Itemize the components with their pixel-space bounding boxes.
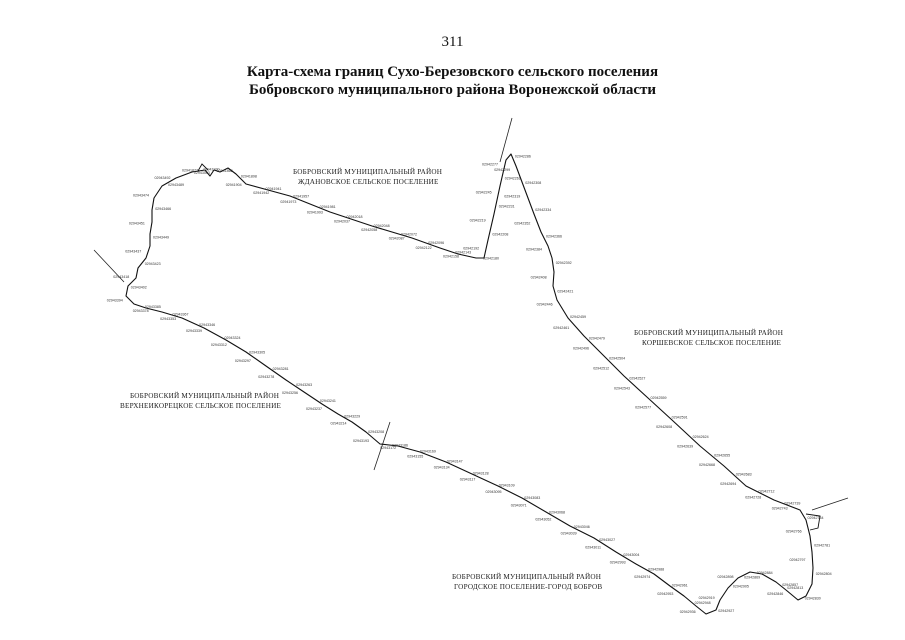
page-number: 311	[441, 34, 464, 50]
boundary-point-label: 02942993	[609, 560, 626, 565]
region-label-korshevskoe	[634, 328, 783, 347]
boundary-point-label: 02942180	[483, 256, 499, 261]
boundary-point-label: 02942192	[463, 246, 480, 251]
map-title-line-1: Карта-схема границ Сухо-Березовского сельского поселения	[246, 64, 659, 80]
boundary-point-label: 02942479	[588, 336, 605, 341]
boundary-point-label: 02943312	[210, 343, 227, 348]
map-title-line-2: Бобровского муниципального района Воронежской области	[248, 82, 657, 98]
boundary-point-label: 02942219	[469, 218, 486, 223]
boundary-point-label: 02943385	[144, 305, 161, 310]
boundary-point-label: 02943004	[623, 553, 640, 558]
boundary-point-label: 02942953	[657, 591, 674, 596]
boundary-point-label: 02942286	[514, 154, 531, 159]
boundary-point-label: 02942459	[570, 314, 586, 319]
boundary-point-label: 02942512	[593, 366, 610, 371]
boundary-point-label: 02942384	[526, 247, 542, 252]
region-gorod-bobrov-line1: БОБРОВСКИЙ МУНИЦИПАЛЬНЫЙ РАЙОН	[452, 573, 602, 581]
boundary-point-label: 02942122	[415, 246, 432, 250]
boundary-point-label: 02943418	[113, 274, 130, 279]
boundary-point-label: 02943297	[234, 358, 251, 363]
boundary-point-label: 02941904	[225, 183, 242, 188]
boundary-point-label: 02943402	[130, 285, 147, 290]
boundary-point-label: 02942830	[804, 596, 821, 601]
region-gorod-bobrov-line2: ГОРОДСКОЕ ПОСЕЛЕНИЕ-ГОРОД БОБРОВ	[454, 583, 603, 591]
boundary-point-label: 02942624	[692, 434, 709, 439]
boundary-point-label: 02942143	[455, 250, 472, 255]
boundary-point-label: 02943027	[599, 537, 616, 542]
boundary-point-label: 02942974	[634, 575, 651, 579]
boundary-point-label: 02941930	[203, 167, 220, 172]
boundary-point-label: 02942608	[656, 425, 673, 430]
boundary-point-label: 02942527	[629, 376, 646, 381]
boundary-point-label: 02943172	[380, 445, 397, 450]
boundary-point-label: 02941877	[182, 168, 198, 173]
boundary-point-label: 02942694	[720, 482, 737, 486]
boundary-point-label: 02943214	[330, 421, 347, 426]
boundary-point-label: 02942461	[553, 325, 570, 330]
boundary-point-label: 02942096	[428, 241, 445, 246]
boundary-point-label: 02943353	[160, 317, 177, 321]
region-verkhneikoretskoe-line2: ВЕРХНЕИКОРЕЦКОЕ СЕЛЬСКОЕ ПОСЕЛЕНИЕ	[120, 402, 282, 410]
boundary-point-label: 02942366	[546, 234, 562, 239]
boundary-point-label: 02943147	[446, 459, 463, 464]
boundary-point-label: 02942869	[744, 575, 761, 580]
boundary-point-label: 02941973	[280, 199, 297, 204]
boundary-point-label: 02942797	[789, 557, 806, 562]
boundary-point-label: 02943378	[132, 308, 149, 313]
boundary-point-label: 02943474	[133, 193, 149, 198]
boundary-point-label: 02942898	[717, 575, 734, 580]
boundary-point-label: 02943256	[282, 391, 298, 396]
boundary-point-label: 02943324	[224, 336, 241, 341]
boundary-point-label: 02942813	[787, 585, 804, 590]
boundary-point-label: 02942683	[735, 472, 752, 477]
boundary-point-label: 02943109	[498, 483, 515, 488]
boundary-point-label: 02943095	[485, 489, 502, 494]
boundary-point-label: 02943068	[549, 510, 565, 515]
region-verkhneikoretskoe-line1: БОБРОВСКИЙ МУНИЦИПАЛЬНЫЙ РАЙОН	[130, 392, 280, 400]
boundary-point-label: 02942277	[482, 162, 498, 167]
boundary-point-label: 02942352	[514, 221, 531, 226]
boundary-point-label: 02942208	[492, 232, 509, 237]
boundary-point-label: 02943083	[524, 496, 541, 501]
boundary-point-label: 02943437	[125, 249, 142, 254]
boundary-point-label: 02943449	[153, 235, 169, 240]
boundary-point-label: 02942037	[334, 219, 350, 224]
boundary-point-label: 02942728	[745, 495, 762, 500]
boundary-point-label: 02942421	[557, 289, 574, 294]
boundary-point-label: 02942334	[535, 208, 552, 212]
boundary-point-label: 02942766	[785, 529, 802, 534]
boundary-point-label: 02942668	[699, 462, 715, 467]
boundary-point-label: 02942739	[784, 501, 801, 506]
boundary-point-label: 02942927	[718, 608, 735, 613]
boundary-point-label: 02942504	[609, 356, 626, 361]
region-korshevskoe-line2: КОРШЕВСКОЕ СЕЛЬСКОЕ ПОСЕЛЕНИЕ	[642, 339, 782, 347]
boundary-point-label: 02943367	[172, 312, 189, 317]
boundary-point-label: 02942018	[346, 215, 363, 219]
boundary-point-label: 02942804	[815, 572, 832, 577]
boundary-point-label: 02942559	[650, 396, 667, 401]
boundary-point-label: 02943423	[144, 261, 161, 266]
boundary-point-label: 02942446	[536, 302, 553, 307]
boundary-point-label: 02942392	[555, 261, 572, 266]
boundary-point-label: 02943011	[585, 545, 602, 550]
boundary-point-label: 02943046	[573, 524, 590, 529]
boundary-point-label: 02941941	[265, 187, 282, 191]
region-zhdanovskoe-line2: ЖДАНОВСКОЕ СЕЛЬСКОЕ ПОСЕЛЕНИЕ	[298, 178, 439, 186]
boundary-point-label: 02943237	[306, 406, 322, 411]
boundary-point-label: 02943451	[128, 221, 145, 226]
boundary-point-label: 02942591	[671, 415, 688, 420]
boundary-point-label: 02943155	[407, 454, 424, 459]
boundary-point-label: 02942087	[388, 236, 405, 241]
boundary-point-label: 02942655	[714, 453, 731, 458]
boundary-point-label: 02943128	[472, 471, 489, 476]
boundary-point-label: 02943134	[433, 465, 450, 470]
boundary-point-label: 02942639	[677, 444, 694, 449]
boundary-point-label: 02943489	[168, 182, 184, 187]
boundary-point-label: 02943394	[106, 298, 123, 303]
region-label-verkhneikoretskoe	[120, 391, 282, 410]
boundary-point-label: 02942961	[671, 583, 688, 588]
boundary-point-label: 02941898	[240, 174, 257, 179]
boundary-point-label: 02943039	[560, 531, 577, 536]
boundary-point-label: 02942988	[648, 567, 665, 572]
boundary-point-labels	[107, 155, 832, 614]
boundary-point-label: 02942299	[494, 167, 511, 172]
boundary-point-label: 02942936	[679, 609, 696, 614]
boundary-point-label: 02942857	[782, 583, 799, 587]
boundary-point-label: 02942577	[635, 405, 652, 410]
region-label-zhdanovskoe	[293, 167, 442, 186]
region-zhdanovskoe-line1: БОБРОВСКИЙ МУНИЦИПАЛЬНЫЙ РАЙОН	[293, 168, 443, 176]
region-korshevskoe-line1: БОБРОВСКИЙ МУНИЦИПАЛЬНЫЙ РАЙОН	[634, 329, 784, 337]
boundary-point-label: 02942496	[573, 346, 589, 351]
region-label-gorod-bobrov	[452, 572, 602, 591]
boundary-point-label: 02942781	[814, 543, 831, 548]
boundary-point-label: 02942743	[771, 506, 788, 511]
boundary-point-label: 02943117	[459, 477, 476, 482]
boundary-point-label: 02942319	[504, 194, 521, 199]
boundary-point-label: 02941957	[293, 194, 310, 199]
boundary-point-label: 02943346	[199, 322, 216, 327]
boundary-point-label: 02943466	[155, 207, 172, 212]
boundary-point-label: 02942919	[698, 596, 715, 601]
boundary-point-label: 02942261	[504, 176, 521, 181]
boundary-point-label: 02943263	[296, 383, 313, 388]
boundary-point-label: 02943278	[258, 375, 275, 380]
boundary-point-label: 02943193	[353, 439, 369, 444]
boundary-point-label: 02943281	[272, 367, 289, 371]
boundary-point-label: 02943492	[154, 175, 171, 180]
boundary-point-label: 02942072	[401, 232, 417, 237]
boundary-point-label: 02943208	[368, 429, 385, 434]
boundary-point-label: 02942948	[694, 600, 711, 605]
boundary-point-label: 02943503	[193, 170, 210, 175]
boundary-point-label: 02942245	[475, 190, 492, 195]
boundary-point-label: 02942058	[361, 228, 378, 233]
boundary-point-label: 02943186	[392, 443, 408, 448]
boundary-point-label: 02942905	[732, 584, 749, 589]
boundary-point-label: 02942158	[443, 254, 459, 259]
boundary-point-label: 02941862	[216, 169, 233, 174]
boundary-point-label: 02942846	[767, 592, 784, 596]
boundary-point-label: 02941981	[319, 205, 336, 210]
boundary-point-label: 02942543	[614, 386, 630, 391]
boundary-point-label: 02942884	[756, 571, 773, 576]
boundary-point-label: 02942754	[807, 515, 824, 520]
boundary-point-label: 02942308	[525, 181, 542, 186]
boundary-point-label: 02943229	[344, 414, 361, 419]
boundary-point-label: 02943305	[249, 350, 266, 355]
boundary-point-label: 02941993	[306, 210, 323, 215]
boundary-point-label: 02941942	[253, 190, 270, 195]
boundary-point-label: 02942048	[373, 224, 390, 228]
boundary-point-label: 02943169	[419, 449, 436, 454]
boundary-point-label: 02942712	[758, 489, 775, 494]
boundary-tick-east	[812, 498, 848, 510]
settlement-boundary	[126, 154, 813, 614]
boundary-point-label: 02942408	[530, 275, 547, 280]
boundary-point-label: 02943241	[319, 399, 336, 404]
boundary-point-label: 02943052	[535, 517, 552, 522]
boundary-point-label: 02943339	[186, 329, 202, 334]
boundary-point-label: 02942231	[498, 204, 515, 209]
boundary-point-label: 02943071	[510, 503, 527, 508]
